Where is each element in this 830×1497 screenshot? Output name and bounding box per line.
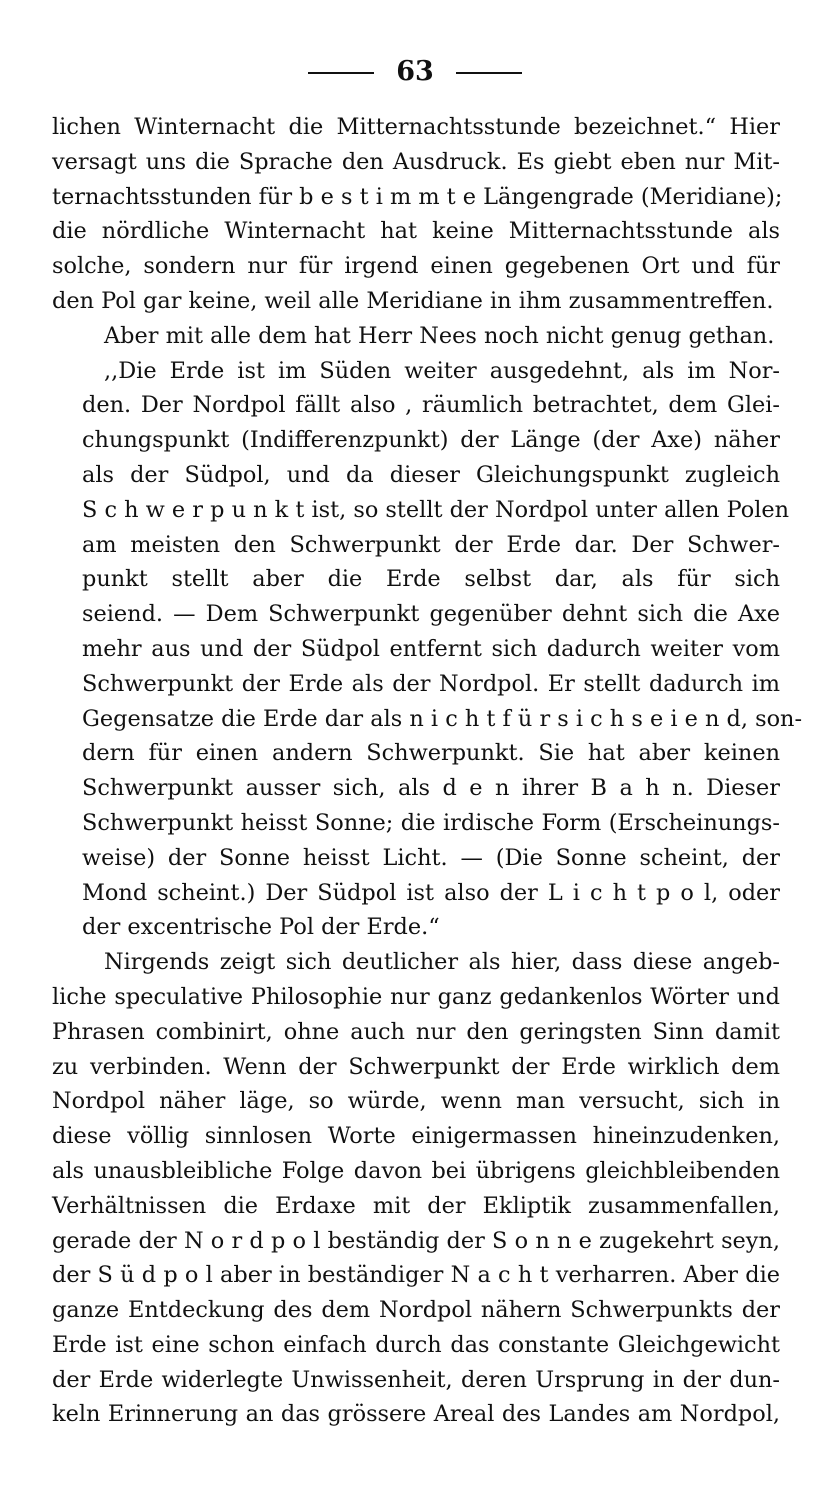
text-line: seiend. — Dem Schwerpunkt gegenüber dehnt sich die Axe <box>82 601 780 628</box>
text-line: Nirgends zeigt sich deutlicher als hier, dass diese angeb- <box>104 949 780 976</box>
page-header <box>0 52 830 92</box>
text-line: ganze Entdeckung des dem Nordpol nähern Schwerpunkts der <box>52 1297 780 1324</box>
text-line: lichen Winternacht die Mitternachtsstunde bezeichnet.“ Hier <box>52 114 780 140</box>
text-line: Schwerpunkt ausser sich, als d e n ihrer B a h n. Dieser <box>82 775 780 802</box>
text-line: Gegensatze die Erde dar als n i c h t f ü r s i c h s e i e n d, son- <box>82 705 803 732</box>
text-line: zu verbinden. Wenn der Schwerpunkt der Erde wirklich dem <box>52 1053 780 1080</box>
text-line: punkt stellt aber die Erde selbst dar, als für sich <box>82 566 780 593</box>
text-line: der S ü d p o l aber in beständiger N a c h t verharren. Aber die <box>52 1262 780 1289</box>
header-rule-right <box>456 72 522 74</box>
text-line: Mond scheint.) Der Südpol ist also der L i c h t p o l, oder <box>82 879 780 906</box>
text-line: Aber mit alle dem hat Herr Nees noch nicht genug gethan. <box>104 322 775 349</box>
text-line: Phrasen combinirt, ohne auch nur den geringsten Sinn damit <box>52 1018 780 1045</box>
text-line: dern für einen andern Schwerpunkt. Sie hat aber keinen <box>82 740 780 767</box>
text-line: Verhältnissen die Erdaxe mit der Ekliptik zusammenfallen, <box>52 1192 780 1219</box>
text-line: die nördliche Winternacht hat keine Mitternachtsstunde als <box>52 218 780 245</box>
text-line: S c h w e r p u n k t ist, so stellt der Nordpol unter allen Polen <box>82 496 790 523</box>
text-line: chungspunkt (Indifferenzpunkt) der Länge (der Axe) näher <box>82 427 780 454</box>
text-line: solche, sondern nur für irgend einen gegebenen Ort und für <box>52 253 780 280</box>
text-line: Erde ist eine schon einfach durch das constante Gleichgewicht <box>52 1331 780 1358</box>
text-line: der excentrische Pol der Erde.“ <box>82 914 440 941</box>
text-line: keln Erinnerung an das grössere Areal des Landes am Nordpol, <box>52 1401 780 1428</box>
header-rule-left <box>308 72 374 74</box>
text-line: den Pol gar keine, weil alle Meridiane in ihm zusammentreffen. <box>52 287 774 314</box>
text-line: ,,Die Erde ist im Süden weiter ausgedehnt, als im Nor- <box>104 357 780 384</box>
text-line: ternachtsstunden für b e s t i m m t e Längengrade (Meridiane); <box>52 183 783 210</box>
text-line: versagt uns die Sprache den Ausdruck. Es giebt eben nur Mit- <box>52 148 780 175</box>
text-line: liche speculative Philosophie nur ganz gedankenlos Wörter und <box>52 983 780 1010</box>
text-line: Nordpol näher läge, so würde, wenn man versucht, sich in <box>52 1088 780 1115</box>
text-line: der Erde widerlegte Unwissenheit, deren Ursprung in der dun- <box>52 1366 780 1393</box>
page-number: 63 <box>396 56 434 87</box>
text-line: gerade der N o r d p o l beständig der S o n n e zugekehrt seyn, <box>52 1227 780 1254</box>
text-line: diese völlig sinnlosen Worte einigermassen hineinzudenken, <box>52 1123 780 1150</box>
text-line: den. Der Nordpol fällt also , räumlich betrachtet, dem Glei- <box>82 392 780 419</box>
text-line: mehr aus und der Südpol entfernt sich dadurch weiter vom <box>82 635 780 662</box>
text-line: Schwerpunkt der Erde als der Nordpol. Er stellt dadurch im <box>82 670 780 697</box>
body-text <box>52 110 803 1432</box>
text-line: Schwerpunkt heisst Sonne; die irdische Form (Erscheinungs- <box>82 809 780 836</box>
text-line: als der Südpol, und da dieser Gleichungspunkt zugleich <box>82 461 780 488</box>
text-line: am meisten den Schwerpunkt der Erde dar. Der Schwer- <box>82 531 780 558</box>
text-line: als unausbleibliche Folge davon bei übrigens gleichbleibenden <box>52 1157 780 1184</box>
text-line: weise) der Sonne heisst Licht. — (Die Sonne scheint, der <box>82 844 780 871</box>
